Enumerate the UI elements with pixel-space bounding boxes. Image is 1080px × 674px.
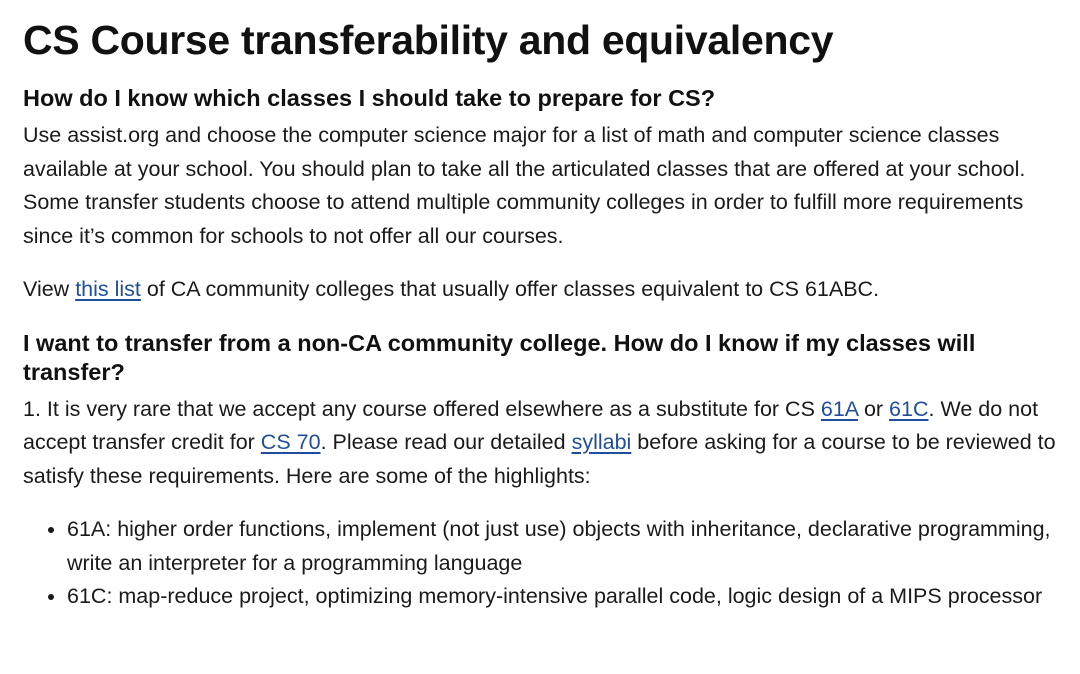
- nonca-text-3: . We do not accept transfer credit for: [23, 396, 1039, 454]
- nonca-heading: I want to transfer from a non-CA community college. How do I know if my classes will transfer?: [23, 329, 976, 385]
- link-cs70[interactable]: CS 70: [260, 430, 321, 454]
- prepare-paragraph: Use assist.org and choose the computer science major for a list of math and computer science classes available at your school. You should plan to take all the articulated classes that are offered at your school. Some transfer students choose to attend multiple community colleges in order to fulfill more requirements since it’s common for schools to not offer all our courses.: [23, 123, 1026, 248]
- list-item: • 61A: higher order functions, implement (not just use) objects with inheritance, declarative programming, write an interpreter for a programming language: [67, 513, 1056, 580]
- view-list-paragraph: [23, 273, 1056, 307]
- list-item: • 61C: map-reduce project, optimizing memory-intensive parallel code, logic design of a MIPS processor: [67, 580, 1056, 614]
- link-61c[interactable]: 61C: [889, 396, 929, 421]
- this-list-link[interactable]: this list: [75, 277, 141, 301]
- link-61a[interactable]: 61A: [820, 396, 858, 421]
- prepare-heading: How do I know which classes I should take to prepare for CS?: [23, 85, 716, 111]
- view-prefix: View: [23, 277, 76, 301]
- link-syllabi[interactable]: syllabi: [571, 430, 632, 454]
- nonca-text-4: . Please read our detailed: [320, 430, 572, 454]
- highlights-list: [23, 513, 1056, 614]
- view-suffix: of CA community colleges that usually offer classes equivalent to CS 61ABC.: [140, 277, 880, 301]
- nonca-text-1: 1. It is very rare that we accept any course offered elsewhere as a substitute for CS: [23, 396, 821, 421]
- nonca-text-5: before asking for a course to be reviewed to satisfy these requirements. Here are some of the highlights:: [23, 430, 1056, 488]
- nonca-text-2: or: [857, 396, 890, 421]
- nonca-paragraph: [23, 393, 1056, 494]
- page-title: CS Course transferability and equivalency: [23, 17, 834, 63]
